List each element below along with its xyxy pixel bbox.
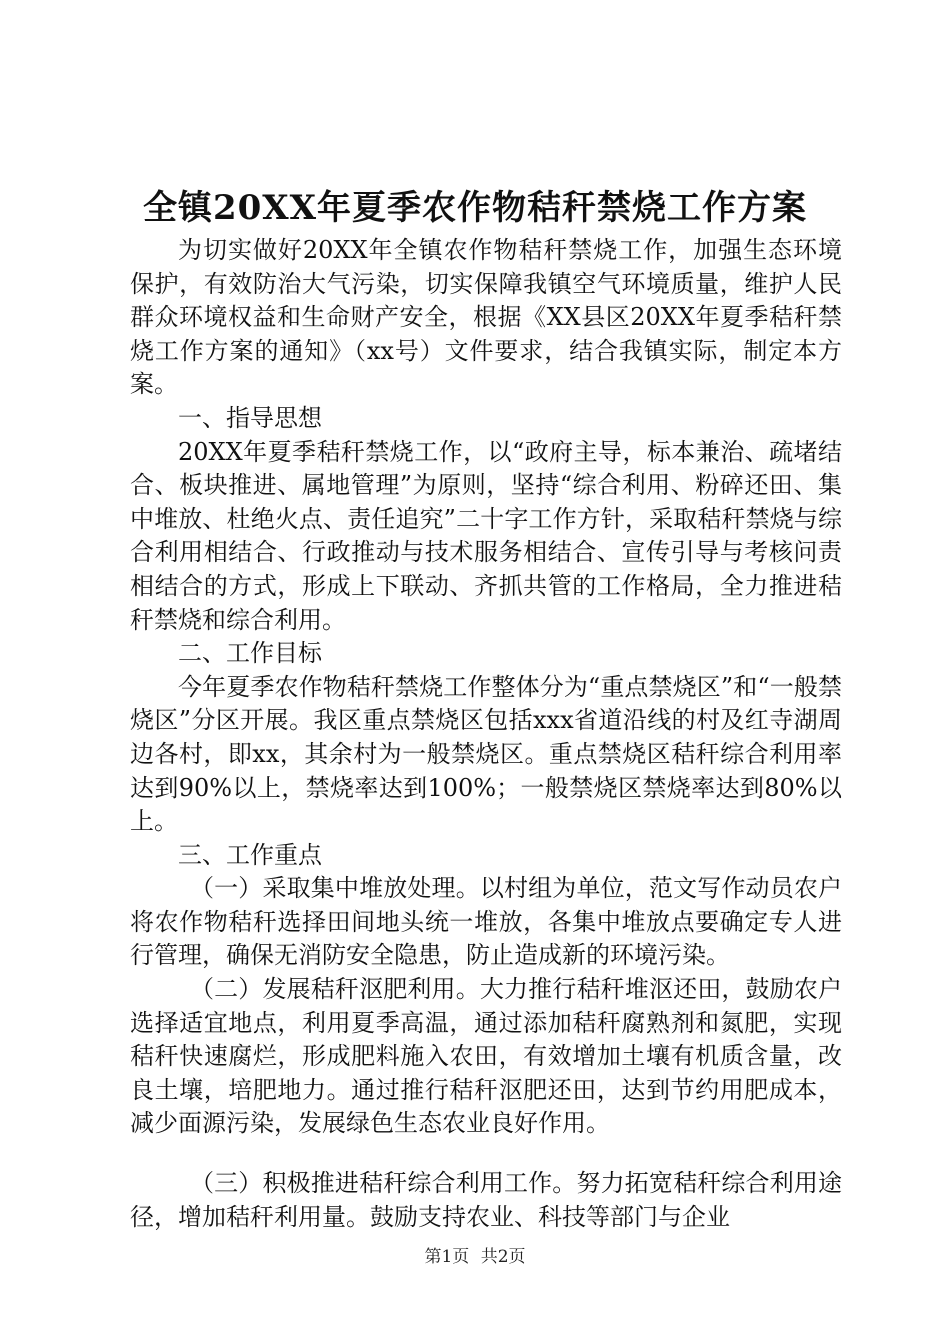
page-footer: [0, 1245, 950, 1269]
section-heading-guiding-thought: 一、指导思想: [178, 403, 322, 432]
work-goals-paragraph: 今年夏季农作物秸秆禁烧工作整体分为“重点禁烧区”和“一般禁烧区”分区开展。我区重点禁烧区包括xxx省道沿线的村及红寺湖周边各村，即xx，其余村为一般禁烧区。重点禁烧区秸秆综合利用率达到90%以上，禁烧率达到100%；一般禁烧区禁烧率达到80%以上。: [130, 672, 842, 836]
focus-item-1-paragraph: （一）采取集中堆放处理。以村组为单位，范文写作动员农户将农作物秸秆选择田间地头统一堆放，各集中堆放点要确定专人进行管理，确保无消防安全隐患，防止造成新的环境污染。: [130, 874, 842, 970]
section-heading-work-focus: 三、工作重点: [178, 840, 322, 869]
document-title: 全镇20XX年夏季农作物秸秆禁烧工作方案: [142, 188, 808, 228]
intro-paragraph: 为切实做好20XX年全镇农作物秸秆禁烧工作，加强生态环境保护，有效防治大气污染，切实保障我镇空气环境质量，维护人民群众环境权益和生命财产安全，根据《XX县区20XX年夏季秸秆禁烧工作方案的通知》（xx号）文件要求，结合我镇实际，制定本方案。: [130, 236, 842, 399]
document-body: [130, 234, 842, 1234]
focus-item-2-paragraph: （二）发展秸秆沤肥利用。大力推行秸秆堆沤还田，鼓励农户选择适宜地点，利用夏季高温，通过添加秸秆腐熟剂和氮肥，实现秸秆快速腐烂，形成肥料施入农田，有效增加土壤有机质含量，改良土壤，培肥地力。通过推行秸秆沤肥还田，达到节约用肥成本，减少面源污染，发展绿色生态农业良好作用。: [130, 975, 842, 1138]
page-number-total: 共2页: [480, 1247, 526, 1267]
page-number-current: 第1页: [424, 1247, 470, 1267]
section-heading-work-goals: 二、工作目标: [178, 639, 322, 668]
focus-item-3-paragraph: （三）积极推进秸秆综合利用工作。努力拓宽秸秆综合利用途径，增加秸秆利用量。鼓励支持农业、科技等部门与企业: [130, 1169, 842, 1231]
guiding-thought-paragraph: 20XX年夏季秸秆禁烧工作，以“政府主导，标本兼治、疏堵结合、板块推进、属地管理”为原则，坚持“综合利用、粉碎还田、集中堆放、杜绝火点、责任追究”二十字工作方针，采取秸秆禁烧与综合利用相结合、行政推动与技术服务相结合、宣传引导与考核问责相结合的方式，形成上下联动、齐抓共管的工作格局，全力推进秸秆禁烧和综合利用。: [130, 437, 842, 634]
